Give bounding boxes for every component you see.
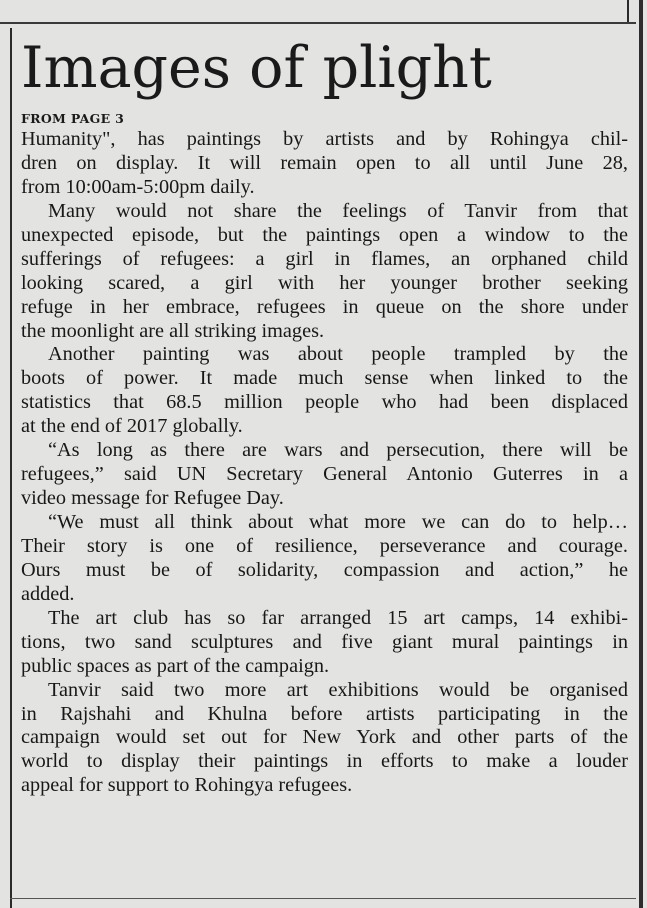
article-line: boots of power. It made much sense when linked to the xyxy=(21,367,628,390)
article-line: unexpected episode, but the paintings open a window to the xyxy=(21,223,628,246)
article-line: Their story is one of resilience, perseverance and courage. xyxy=(21,534,628,557)
article-paragraph xyxy=(21,128,628,200)
article-body xyxy=(21,128,628,798)
article-paragraph xyxy=(21,200,628,344)
from-page-label: FROM PAGE 3 xyxy=(21,111,125,126)
article-line: “As long as there are wars and persecution, there will be xyxy=(48,439,628,462)
article-line: looking scared, a girl with her younger brother seeking xyxy=(21,271,628,294)
right-edge-rule xyxy=(639,0,643,908)
article-line: Another painting was about people trampled by the xyxy=(48,343,628,366)
article-line: sufferings of refugees: a girl in flames, an orphaned child xyxy=(21,247,628,270)
article-line: added. xyxy=(21,582,75,605)
bottom-column-rule xyxy=(10,898,636,899)
article-line: from 10:00am-5:00pm daily. xyxy=(21,175,255,198)
article-line: Many would not share the feelings of Tanvir from that xyxy=(48,199,628,222)
article-line: Tanvir said two more art exhibitions would be organised xyxy=(48,678,628,701)
article-line: refuge in her embrace, refugees in queue on the shore under xyxy=(21,295,628,318)
article-paragraph xyxy=(21,439,628,511)
article-line: Ours must be of solidarity, compassion and action,” he xyxy=(21,558,628,581)
top-column-rule xyxy=(0,22,636,24)
article-line: Humanity", has paintings by artists and by Rohingya chil- xyxy=(21,128,628,150)
article-line: tions, two sand sculptures and five giant mural paintings in xyxy=(21,630,628,653)
article-paragraph xyxy=(21,679,628,799)
article-paragraph xyxy=(21,511,628,607)
article-line: appeal for support to Rohingya refugees. xyxy=(21,774,353,797)
article-line: statistics that 68.5 million people who had been displaced xyxy=(21,391,628,414)
article-line: in Rajshahi and Khulna before artists participating in the xyxy=(21,702,628,725)
article-paragraph xyxy=(21,607,628,679)
article-line: campaign would set out for New York and other parts of the xyxy=(21,726,628,749)
article-line: dren on display. It will remain open to all until June 28, xyxy=(21,151,628,174)
right-column-rule xyxy=(627,0,629,22)
article-line: video message for Refugee Day. xyxy=(21,487,284,510)
headline: Images of plight xyxy=(21,35,492,101)
left-column-rule xyxy=(10,28,12,908)
article-line: at the end of 2017 globally. xyxy=(21,415,243,438)
article-line: The art club has so far arranged 15 art camps, 14 exhibi- xyxy=(48,606,628,629)
article-line: “We must all think about what more we can do to help… xyxy=(48,511,628,533)
article-line: public spaces as part of the campaign. xyxy=(21,654,330,677)
article-line: refugees,” said UN Secretary General Antonio Guterres in a xyxy=(21,463,628,486)
article-paragraph xyxy=(21,343,628,439)
article-line: world to display their paintings in efforts to make a louder xyxy=(21,750,628,773)
article-line: the moonlight are all striking images. xyxy=(21,319,325,342)
